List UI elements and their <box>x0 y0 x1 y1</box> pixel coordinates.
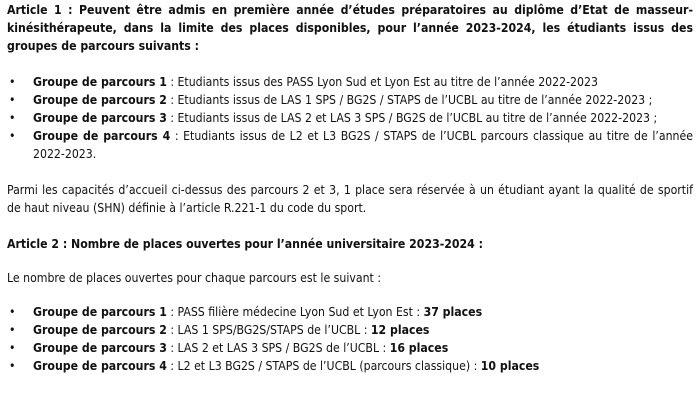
group-label: Groupe de parcours 3 <box>33 341 167 355</box>
shn-note: Parmi les capacités d’accueil ci-dessus des parcours 2 et 3, 1 place sera réservée à un étudiant ayant la qualité de sportif de haut niveau (SHN) définie à l’article R.221-1 du code du sport. <box>7 183 693 215</box>
list-item <box>7 73 693 91</box>
group-text: : Etudiants issus des PASS Lyon Sud et Lyon Est au titre de l’année 2022-2023 <box>166 75 598 89</box>
group-text: : LAS 1 SPS/BG2S/STAPS de l’UCBL : <box>166 323 371 337</box>
group-text: : Etudiants issus de L2 et L3 BG2S / STAPS de l’UCBL parcours classique au titre de l’année 2022-2023. <box>33 129 693 161</box>
group-label: Groupe de parcours 2 <box>33 323 167 337</box>
group-label: Groupe de parcours 4 <box>33 359 167 373</box>
places-count: 37 places <box>423 305 483 319</box>
group-label: Groupe de parcours 2 <box>33 93 167 107</box>
article-2-heading: Article 2 : Nombre de places ouvertes pour l’année universitaire 2023-2024 : <box>7 237 483 251</box>
list-item <box>7 321 693 339</box>
list-item <box>7 127 693 163</box>
list-item <box>7 109 693 127</box>
article-1-list <box>7 73 693 163</box>
group-text: : Etudiants issus de LAS 2 et LAS 3 SPS / BG2S de l’UCBL au titre de l’année 2022-2023 ; <box>166 111 658 125</box>
list-item <box>7 91 693 109</box>
list-item <box>7 303 693 321</box>
article-1-heading: Article 1 : Peuvent être admis en première année d’études préparatoires au diplôme d’Etat de masseur-kinésithérapeute, dans la limite des places disponibles, pour l’année 2023-2024, les étudiants issus des groupes de parcours suivants : <box>7 3 693 53</box>
article-2-list <box>7 303 693 375</box>
group-text: : L2 et L3 BG2S / STAPS de l’UCBL (parcours classique) : <box>166 359 481 373</box>
group-text: : PASS filière médecine Lyon Sud et Lyon Est : <box>166 305 424 319</box>
group-label: Groupe de parcours 4 <box>33 129 171 143</box>
article-2-intro: Le nombre de places ouvertes pour chaque parcours est le suivant : <box>7 271 382 285</box>
list-item <box>7 357 693 375</box>
document <box>7 1 693 375</box>
group-label: Groupe de parcours 1 <box>33 305 167 319</box>
places-count: 10 places <box>480 359 540 373</box>
places-count: 16 places <box>389 341 449 355</box>
group-label: Groupe de parcours 1 <box>33 75 167 89</box>
group-label: Groupe de parcours 3 <box>33 111 167 125</box>
group-text: : LAS 2 et LAS 3 SPS / BG2S de l’UCBL : <box>166 341 390 355</box>
list-item <box>7 339 693 357</box>
group-text: : Etudiants issus de LAS 1 SPS / BG2S / STAPS de l’UCBL au titre de l’année 2022-2023 ; <box>166 93 653 107</box>
places-count: 12 places <box>370 323 430 337</box>
